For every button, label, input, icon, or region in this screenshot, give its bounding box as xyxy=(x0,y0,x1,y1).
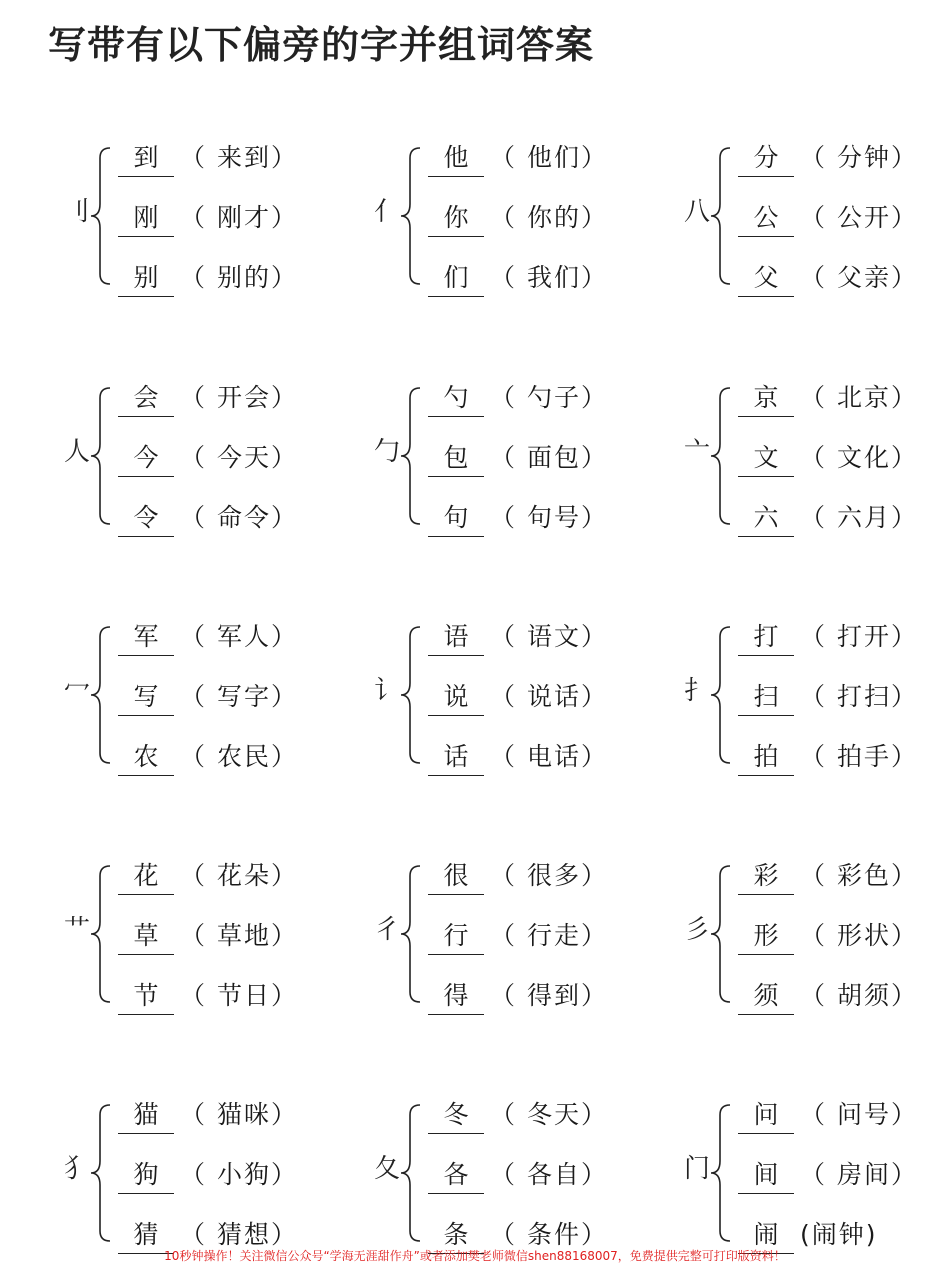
answer-character: 草 xyxy=(118,918,174,955)
answer-character: 猫 xyxy=(118,1097,174,1134)
radical-group xyxy=(370,1097,670,1247)
compound-word: (闹钟) xyxy=(800,1220,878,1249)
answer-character: 令 xyxy=(118,500,174,537)
word-entry xyxy=(428,739,608,779)
answer-character: 勺 xyxy=(428,380,484,417)
answer-character: 拍 xyxy=(738,739,794,776)
curly-brace xyxy=(90,1103,112,1243)
curly-brace xyxy=(710,146,732,286)
curly-brace xyxy=(710,625,732,765)
compound-word: （ 别的） xyxy=(180,263,298,292)
compound-word: （ 公开） xyxy=(800,203,918,232)
word-entry xyxy=(738,978,918,1018)
word-entry xyxy=(428,440,608,480)
answer-character: 说 xyxy=(428,679,484,716)
radical-label: 犭 xyxy=(63,1154,90,1184)
radical-group xyxy=(370,380,670,530)
compound-word: （ 刚才） xyxy=(180,203,298,232)
compound-word: （ 小狗） xyxy=(180,1160,298,1189)
answer-character: 父 xyxy=(738,260,794,297)
compound-word: （ 房间） xyxy=(800,1160,918,1189)
answer-character: 别 xyxy=(118,260,174,297)
radical-label: 讠 xyxy=(373,676,400,706)
compound-word: （ 打扫） xyxy=(800,682,918,711)
word-entry xyxy=(738,739,918,779)
word-entry xyxy=(428,679,608,719)
radical-group xyxy=(60,140,360,290)
answer-character: 军 xyxy=(118,619,174,656)
answer-character: 各 xyxy=(428,1157,484,1194)
footer-promo-note: 10秒钟操作！关注微信公众号“学海无涯甜作舟”或者添加樊老师微信shen88168007，免费提供完整可打印版资料！ xyxy=(164,1249,786,1263)
word-entry xyxy=(428,1157,608,1197)
curly-brace xyxy=(710,864,732,1004)
radical-group xyxy=(60,858,360,1008)
compound-word: （ 北京） xyxy=(800,383,918,412)
answer-character: 今 xyxy=(118,440,174,477)
radical-label: 扌 xyxy=(683,676,710,706)
answer-character: 写 xyxy=(118,679,174,716)
word-entry xyxy=(428,978,608,1018)
answer-character: 形 xyxy=(738,918,794,955)
radical-group xyxy=(60,380,360,530)
word-entry xyxy=(738,1097,918,1137)
word-entry xyxy=(738,858,918,898)
word-entry xyxy=(118,500,298,540)
curly-brace xyxy=(90,625,112,765)
compound-word: （ 很多） xyxy=(490,861,608,890)
answer-character: 狗 xyxy=(118,1157,174,1194)
compound-word: （ 电话） xyxy=(490,742,608,771)
word-entry xyxy=(118,380,298,420)
radical-label: 刂 xyxy=(63,197,90,227)
curly-brace xyxy=(710,386,732,526)
radical-label: 亠 xyxy=(683,437,710,467)
compound-word: （ 彩色） xyxy=(800,861,918,890)
radical-label: 人 xyxy=(63,437,90,467)
compound-word: （ 打开） xyxy=(800,622,918,651)
answer-character: 农 xyxy=(118,739,174,776)
curly-brace xyxy=(400,1103,422,1243)
radical-label: 艹 xyxy=(63,915,90,945)
radical-group xyxy=(60,1097,360,1247)
radical-label: 门 xyxy=(683,1154,710,1184)
compound-word: （ 语文） xyxy=(490,622,608,651)
compound-word: （ 你的） xyxy=(490,203,608,232)
answer-character: 公 xyxy=(738,200,794,237)
compound-word: （ 猫咪） xyxy=(180,1100,298,1129)
radical-label: 彡 xyxy=(683,915,710,945)
answer-character: 得 xyxy=(428,978,484,1015)
word-entry xyxy=(738,440,918,480)
answer-character: 分 xyxy=(738,140,794,177)
answer-character: 花 xyxy=(118,858,174,895)
word-entry xyxy=(738,679,918,719)
radical-label: 勹 xyxy=(373,437,400,467)
word-entry xyxy=(118,1097,298,1137)
compound-word: （ 分钟） xyxy=(800,143,918,172)
compound-word: （ 节日） xyxy=(180,981,298,1010)
word-entry xyxy=(428,380,608,420)
word-entry xyxy=(118,619,298,659)
answer-character: 到 xyxy=(118,140,174,177)
compound-word: （ 条件） xyxy=(490,1220,608,1249)
answer-character: 节 xyxy=(118,978,174,1015)
curly-brace xyxy=(90,386,112,526)
word-entry xyxy=(118,1157,298,1197)
answer-character: 们 xyxy=(428,260,484,297)
radical-group xyxy=(680,858,950,1008)
word-entry xyxy=(118,918,298,958)
word-entry xyxy=(428,140,608,180)
word-entry xyxy=(118,858,298,898)
word-entry xyxy=(118,260,298,300)
curly-brace xyxy=(90,146,112,286)
word-entry xyxy=(428,619,608,659)
radical-group xyxy=(60,619,360,769)
answer-character: 问 xyxy=(738,1097,794,1134)
word-entry xyxy=(118,140,298,180)
compound-word: （ 命令） xyxy=(180,503,298,532)
page-title: 写带有以下偏旁的字并组词答案 xyxy=(48,23,595,67)
word-entry xyxy=(738,200,918,240)
compound-word: （ 农民） xyxy=(180,742,298,771)
answer-character: 打 xyxy=(738,619,794,656)
compound-word: （ 花朵） xyxy=(180,861,298,890)
answer-character: 彩 xyxy=(738,858,794,895)
compound-word: （ 胡须） xyxy=(800,981,918,1010)
word-entry xyxy=(738,380,918,420)
compound-word: （ 父亲） xyxy=(800,263,918,292)
curly-brace xyxy=(400,386,422,526)
compound-word: （ 说话） xyxy=(490,682,608,711)
answer-character: 很 xyxy=(428,858,484,895)
radical-label: 八 xyxy=(683,197,710,227)
word-entry xyxy=(118,978,298,1018)
word-entry xyxy=(738,500,918,540)
answer-character: 你 xyxy=(428,200,484,237)
answer-character: 话 xyxy=(428,739,484,776)
compound-word: （ 各自） xyxy=(490,1160,608,1189)
compound-word: （ 军人） xyxy=(180,622,298,651)
answer-character: 冬 xyxy=(428,1097,484,1134)
curly-brace xyxy=(400,625,422,765)
word-entry xyxy=(738,619,918,659)
compound-word: （ 拍手） xyxy=(800,742,918,771)
answer-character: 句 xyxy=(428,500,484,537)
word-entry xyxy=(738,260,918,300)
compound-word: （ 他们） xyxy=(490,143,608,172)
compound-word: （ 问号） xyxy=(800,1100,918,1129)
radical-group xyxy=(370,858,670,1008)
answer-character: 猜 xyxy=(118,1217,174,1254)
word-entry xyxy=(428,200,608,240)
compound-word: （ 行走） xyxy=(490,921,608,950)
radical-label: 亻 xyxy=(373,197,400,227)
word-entry xyxy=(428,500,608,540)
compound-word: （ 草地） xyxy=(180,921,298,950)
compound-word: （ 来到） xyxy=(180,143,298,172)
answer-character: 刚 xyxy=(118,200,174,237)
radical-group xyxy=(680,1097,950,1247)
compound-word: （ 冬天） xyxy=(490,1100,608,1129)
curly-brace xyxy=(90,864,112,1004)
word-entry xyxy=(738,918,918,958)
compound-word: （ 面包） xyxy=(490,443,608,472)
curly-brace xyxy=(400,146,422,286)
answer-character: 须 xyxy=(738,978,794,1015)
radical-group xyxy=(370,140,670,290)
compound-word: （ 今天） xyxy=(180,443,298,472)
answer-character: 文 xyxy=(738,440,794,477)
word-entry xyxy=(118,739,298,779)
answer-character: 六 xyxy=(738,500,794,537)
answer-character: 闹 xyxy=(738,1217,794,1254)
compound-word: （ 形状） xyxy=(800,921,918,950)
answer-character: 扫 xyxy=(738,679,794,716)
word-entry xyxy=(738,140,918,180)
word-entry xyxy=(118,440,298,480)
answer-character: 条 xyxy=(428,1217,484,1254)
compound-word: （ 开会） xyxy=(180,383,298,412)
word-entry xyxy=(428,1097,608,1137)
radical-label: 冖 xyxy=(63,676,90,706)
radical-group xyxy=(680,140,950,290)
answer-character: 包 xyxy=(428,440,484,477)
answer-character: 京 xyxy=(738,380,794,417)
word-entry xyxy=(428,260,608,300)
compound-word: （ 猜想） xyxy=(180,1220,298,1249)
compound-word: （ 写字） xyxy=(180,682,298,711)
answer-character: 间 xyxy=(738,1157,794,1194)
compound-word: （ 文化） xyxy=(800,443,918,472)
word-entry xyxy=(738,1157,918,1197)
word-entry xyxy=(118,200,298,240)
radical-group xyxy=(680,380,950,530)
word-entry xyxy=(118,679,298,719)
radical-group xyxy=(680,619,950,769)
curly-brace xyxy=(400,864,422,1004)
compound-word: （ 得到） xyxy=(490,981,608,1010)
compound-word: （ 我们） xyxy=(490,263,608,292)
radical-label: 彳 xyxy=(373,915,400,945)
answer-character: 他 xyxy=(428,140,484,177)
radical-label: 夂 xyxy=(373,1154,400,1184)
compound-word: （ 勺子） xyxy=(490,383,608,412)
compound-word: （ 句号） xyxy=(490,503,608,532)
word-entry xyxy=(428,918,608,958)
compound-word: （ 六月） xyxy=(800,503,918,532)
curly-brace xyxy=(710,1103,732,1243)
answer-character: 行 xyxy=(428,918,484,955)
radical-group xyxy=(370,619,670,769)
word-entry xyxy=(428,858,608,898)
answer-character: 语 xyxy=(428,619,484,656)
answer-character: 会 xyxy=(118,380,174,417)
